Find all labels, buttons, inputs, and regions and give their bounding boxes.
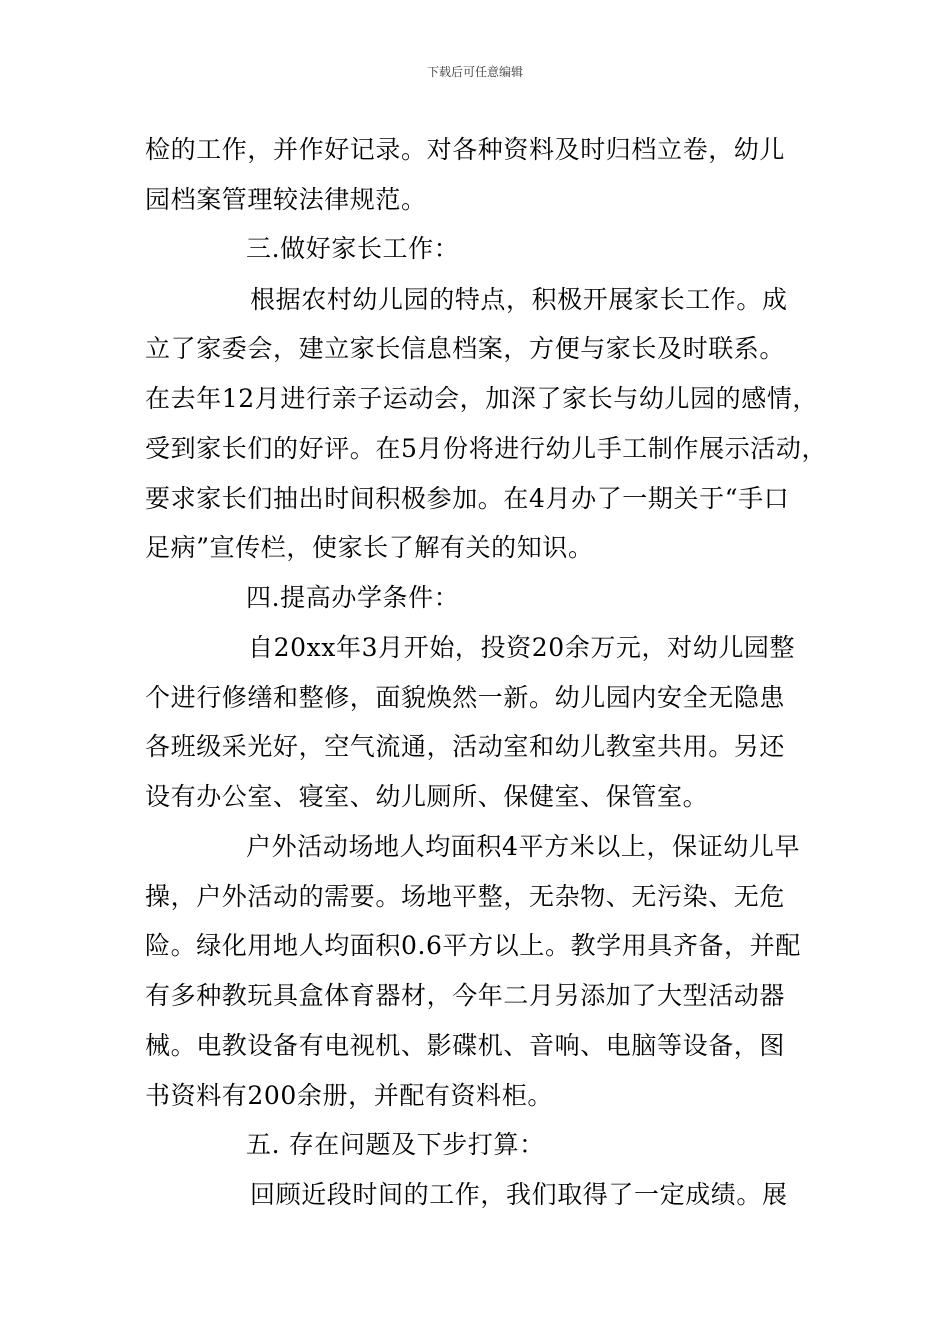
text-line: 回顾近段时间的工作，我们取得了一定成绩。展 <box>250 1180 788 1209</box>
page-header-note: 下载后可任意编辑 <box>426 65 523 79</box>
text-line: 书资料有200余册，并配有资料柜。 <box>145 1081 553 1110</box>
text-line: 个进行修缮和整修，面貌焕然一新。幼儿园内安全无隐患 <box>145 683 786 712</box>
text-line: 各班级采光好，空气流通，活动室和幼儿教室共用。另还 <box>145 732 786 761</box>
text-line: 足病”宣传栏，使家长了解有关的知识。 <box>145 533 594 562</box>
text-line: 要求家长们抽出时间积极参加。在4月办了一期关于“手口 <box>145 484 790 513</box>
text-line: 受到家长们的好评。在5月份将进行幼儿手工制作展示活动， <box>145 434 828 463</box>
text-line: 检的工作，并作好记录。对各种资料及时归档立卷，幼儿 <box>145 135 786 164</box>
text-line: 在去年12月进行亲子运动会，加深了家长与幼儿园的感情， <box>145 384 819 413</box>
text-line: 械。电教设备有电视机、影碟机、音响、电脑等设备，图 <box>145 1031 786 1060</box>
text-line: 户外活动场地人均面积4平方米以上，保证幼儿早 <box>246 832 801 861</box>
section-heading: 三.做好家长工作： <box>246 234 460 263</box>
text-line: 有多种教玩具盒体育器材，今年二月另添加了大型活动器 <box>145 981 786 1010</box>
text-line: 自20xx年3月开始，投资20余万元，对幼儿园整 <box>248 633 796 662</box>
text-line: 根据农村幼儿园的特点，积极开展家长工作。成 <box>250 285 788 314</box>
section-heading: 五. 存在问题及下步打算： <box>246 1130 545 1159</box>
section-heading: 四.提高办学条件： <box>246 583 460 612</box>
text-line: 园档案管理较法律规范。 <box>145 185 427 214</box>
text-line: 险。绿化用地人均面积0.6平方以上。教学用具齐备，并配 <box>145 931 801 960</box>
text-line: 操，户外活动的需要。场地平整，无杂物、无污染、无危 <box>145 882 786 911</box>
text-line: 立了家委会，建立家长信息档案，方便与家长及时联系。 <box>145 334 786 363</box>
text-line: 设有办公室、寝室、幼儿厕所、保健室、保管室。 <box>145 782 709 811</box>
